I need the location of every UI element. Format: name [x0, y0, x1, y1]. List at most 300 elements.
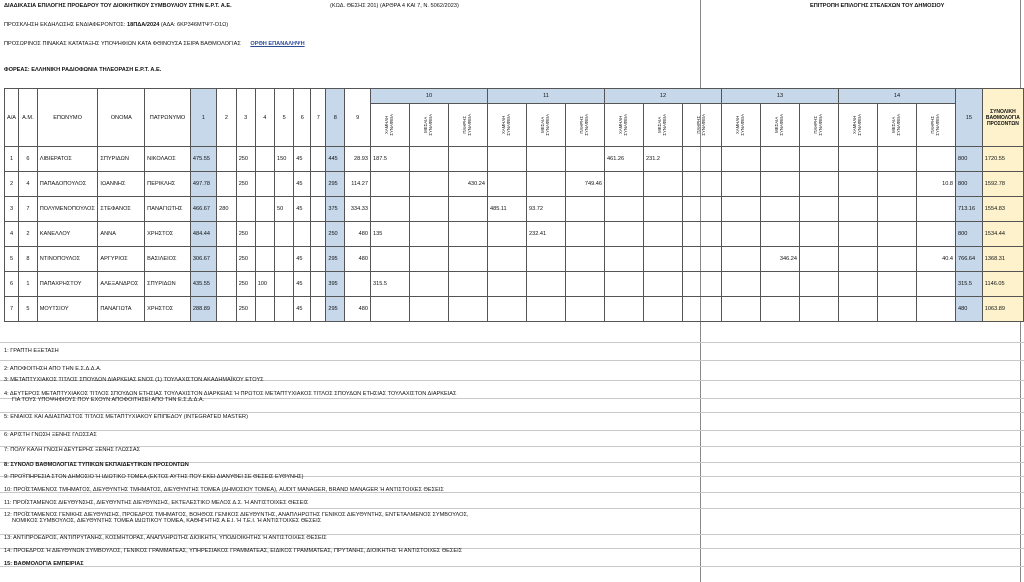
table-title-line	[4, 41, 305, 47]
cell-g10c	[448, 147, 487, 172]
cell-c4: 100	[255, 272, 274, 297]
cell-c2	[217, 247, 237, 272]
subheader-11-b	[526, 104, 565, 147]
header-group-11: 11	[487, 89, 604, 104]
cell-g11b	[526, 247, 565, 272]
cell-c8: 295	[326, 172, 345, 197]
subheader-10-b	[409, 104, 448, 147]
legend-text: 12: ΠΡΟΪΣΤΑΜΕΝΟΣ ΓΕΝΙΚΗΣ ΔΙΕΥΘΥΝΣΗΣ, ΠΡΟΕΔΡΟΣ ΤΜΗΜΑΤΟΣ, ΒΟΗΘΟΣ ΓΕΝΙΚΟΣ ΔΙΕΥΘΥΝΤΗΣ, ΑΝΑΠΛΗΡΩΤΗΣ ΓΕΝΙΚΟΣ ΔΙΕΥΘΥΝΤΗΣ, ΕΝΤΕΤΑΛΜΕΝΟΣ ΣΥΜΒΟΥΛΟΣ,	[4, 512, 469, 518]
cell-name: ΑΡΓΥΡΙΟΣ	[98, 247, 145, 272]
cell-c6	[294, 222, 311, 247]
table-row	[5, 247, 1024, 272]
cell-g14a	[838, 197, 877, 222]
legend-text: 15: ΒΑΘΜΟΛΟΓΙΑ ΕΜΠΕΙΡΙΑΣ	[4, 561, 84, 567]
cell-c15: 713.16	[955, 197, 982, 222]
cell-aa: 2	[5, 172, 19, 197]
legend-item	[4, 348, 59, 354]
legend-item	[4, 512, 469, 524]
header-col-8: 8	[326, 89, 345, 147]
subheader-label: ΧΑΜΗΛΗ ΣΥΝΑΦΕΙΑ	[501, 114, 511, 136]
sheet-gridline	[0, 360, 1024, 361]
cell-surname: ΜΟΥΤΣΙΟΥ	[37, 297, 98, 322]
cell-g11b	[526, 147, 565, 172]
cell-c15: 315.5	[955, 272, 982, 297]
cell-g12b: 231.2	[643, 147, 682, 172]
cell-g13c	[799, 222, 838, 247]
cell-g10b	[409, 247, 448, 272]
table-row	[5, 147, 1024, 172]
cell-g13a	[721, 247, 760, 272]
cell-c4	[255, 147, 274, 172]
cell-aa: 7	[5, 297, 19, 322]
cell-g12b	[643, 272, 682, 297]
cell-surname: ΠΑΠΑΧΡΗΣΤΟΥ	[37, 272, 98, 297]
cell-g11a: 485.11	[487, 197, 526, 222]
cell-c5: 150	[274, 147, 293, 172]
cell-g11a	[487, 297, 526, 322]
subheader-label: ΠΛΗΡΗΣ ΣΥΝΑΦΕΙΑ	[930, 114, 940, 136]
cell-g12c	[682, 297, 721, 322]
cell-g13c	[799, 297, 838, 322]
cell-g12a	[604, 297, 643, 322]
cell-c8: 395	[326, 272, 345, 297]
correction-link[interactable]: ΟΡΘΗ ΕΠΑΝΑΛΗΨΗ	[250, 41, 305, 47]
cell-g11b: 232.41	[526, 222, 565, 247]
cell-g14c	[916, 222, 955, 247]
legend-item	[4, 487, 444, 493]
cell-c3	[236, 197, 255, 222]
cell-aa: 1	[5, 147, 19, 172]
cell-c5	[274, 247, 293, 272]
cell-g14a	[838, 172, 877, 197]
legend-item	[4, 500, 308, 506]
cell-g12c	[682, 222, 721, 247]
invitation-line	[4, 22, 228, 28]
cell-g14c: 10.8	[916, 172, 955, 197]
cell-g12b	[643, 172, 682, 197]
cell-g12a	[604, 172, 643, 197]
cell-g13c	[799, 272, 838, 297]
position-code: (ΚΩΔ. ΘΕΣΗΣ 201) (ΑΡΘΡΑ 4 ΚΑΙ 7, Ν. 5062/2023)	[330, 3, 459, 9]
header-group-14: 14	[838, 89, 955, 104]
table-body	[5, 147, 1024, 322]
cell-g12b	[643, 247, 682, 272]
cell-g11b: 93.72	[526, 197, 565, 222]
legend-text: 11: ΠΡΟΪΣΤΑΜΕΝΟΣ ΔΙΕΥΘΥΝΣΗΣ, ΔΙΕΥΘΥΝΤΗΣ ΔΙΕΥΘΥΝΣΗΣ, ΕΚΤΕΛΕΣΤΙΚΟ ΜΕΛΟΣ Δ.Σ. Ή ΑΝΤΙΣΤΟΙΧΕΣ ΘΕΣΕΙΣ	[4, 500, 309, 506]
cell-g12b	[643, 197, 682, 222]
cell-g12c	[682, 247, 721, 272]
legend-text: 1: ΓΡΑΠΤΗ ΕΞΕΤΑΣΗ	[4, 348, 59, 354]
cell-father: ΒΑΣΙΛΕΙΟΣ	[145, 247, 191, 272]
cell-g12a	[604, 247, 643, 272]
cell-name: ΑΝΝΑ	[98, 222, 145, 247]
cell-g14a	[838, 297, 877, 322]
cell-g10a: 135	[370, 222, 409, 247]
cell-g13c	[799, 197, 838, 222]
cell-g10a	[370, 172, 409, 197]
header-col-1: 1	[190, 89, 216, 147]
legend-text-continued: ΝΟΜΙΚΟΣ ΣΥΜΒΟΥΛΟΣ, ΔΙΕΥΘΥΝΤΗΣ ΤΟΜΕΑ ΙΔΙΩΤΙΚΟΥ ΤΟΜΕΑ, ΚΑΘΗΓΗΤΗΣ Α.Ε.Ι. Ή Τ.Ε.Ι. Ή ΑΝΤΙΣΤΟΙΧΕΣ ΘΕΣΕΙΣ	[12, 518, 322, 524]
legend-item	[4, 377, 264, 383]
subheader-10-c	[448, 104, 487, 147]
cell-g10a	[370, 197, 409, 222]
subheader-label: ΠΛΗΡΗΣ ΣΥΝΑΦΕΙΑ	[462, 114, 472, 136]
sheet-gridline	[0, 508, 1024, 509]
cell-g13b: 346.24	[760, 247, 799, 272]
cell-c7	[311, 197, 326, 222]
cell-g12c	[682, 147, 721, 172]
cell-g10a	[370, 247, 409, 272]
cell-name: ΙΩΑΝΝΗΣ	[98, 172, 145, 197]
subheader-12-b	[643, 104, 682, 147]
cell-father: ΧΡΗΣΤΟΣ	[145, 222, 191, 247]
header-am: Α.Μ.	[19, 89, 38, 147]
cell-c2	[217, 272, 237, 297]
cell-c6: 45	[294, 247, 311, 272]
cell-c8: 445	[326, 147, 345, 172]
header-name: ΟΝΟΜΑ	[98, 89, 145, 147]
legend-item	[4, 474, 303, 480]
cell-father: ΣΠΥΡΙΔΩΝ	[145, 272, 191, 297]
subheader-14-b	[877, 104, 916, 147]
cell-g11c	[565, 147, 604, 172]
cell-g12a	[604, 197, 643, 222]
cell-g11b	[526, 272, 565, 297]
legend-item	[4, 462, 189, 468]
cell-g10c: 430.24	[448, 172, 487, 197]
subheader-label: ΜΕΣΑΙΑ ΣΥΝΑΦΕΙΑ	[423, 114, 433, 136]
cell-g14c	[916, 197, 955, 222]
cell-g13a	[721, 297, 760, 322]
cell-g11b	[526, 297, 565, 322]
cell-g10b	[409, 222, 448, 247]
cell-c7	[311, 172, 326, 197]
cell-g11c: 749.46	[565, 172, 604, 197]
cell-total: 1146.05	[982, 272, 1023, 297]
cell-g14a	[838, 272, 877, 297]
cell-c1: 306.67	[190, 247, 216, 272]
cell-c3: 250	[236, 247, 255, 272]
cell-g11a	[487, 272, 526, 297]
table-row	[5, 172, 1024, 197]
cell-g10a: 315.5	[370, 272, 409, 297]
cell-c8: 295	[326, 247, 345, 272]
cell-total: 1554.83	[982, 197, 1023, 222]
subheader-13-c	[799, 104, 838, 147]
cell-c7	[311, 247, 326, 272]
cell-total: 1368.31	[982, 247, 1023, 272]
cell-g11c	[565, 197, 604, 222]
header-col-6: 6	[294, 89, 311, 147]
cell-c8: 295	[326, 297, 345, 322]
cell-g14a	[838, 247, 877, 272]
committee-name: ΕΠΙΤΡΟΠΗ ΕΠΙΛΟΓΗΣ ΣΤΕΛΕΧΩΝ ΤΟΥ ΔΗΜΟΣΙΟΥ	[810, 3, 945, 9]
cell-g10c	[448, 272, 487, 297]
cell-c9: 480	[345, 222, 371, 247]
cell-g10b	[409, 297, 448, 322]
cell-c9	[345, 272, 371, 297]
cell-g11c	[565, 297, 604, 322]
cell-g11a	[487, 247, 526, 272]
cell-g13b	[760, 222, 799, 247]
cell-c5	[274, 172, 293, 197]
cell-am: 7	[19, 197, 38, 222]
cell-c7	[311, 222, 326, 247]
legend-item	[4, 535, 327, 541]
sheet-gridline	[0, 342, 1024, 343]
subheader-12-c	[682, 104, 721, 147]
legend-text: 4: ΔΕΥΤΕΡΟΣ ΜΕΤΑΠΤΥΧΙΑΚΟΣ ΤΙΤΛΟΣ ΣΠΟΥΔΩΝ ΕΤΗΣΙΑΣ ΤΟΥΛΑΧΙΣΤΟΝ ΔΙΑΡΚΕΙΑΣ Ή ΠΡΩΤΟΣ ΜΕΤΑΠΤΥΧΙΑΚΟΣ ΤΙΤΛΟΣ ΣΠΟΥΔΩΝ ΕΤΗΣΙΑΣ ΤΟΥΛΑΧΙΣΤΟΝ ΔΙΑΡΚΕΙΑΣ	[4, 391, 457, 397]
cell-c1: 466.67	[190, 197, 216, 222]
subheader-label: ΜΕΣΑΙΑ ΣΥΝΑΦΕΙΑ	[774, 114, 784, 136]
legend-text-continued: ΓΙΑ ΤΟΥΣ ΥΠΟΨΗΦΙΟΥΣ ΠΟΥ ΕΧΟΥΝ ΑΠΟΦΟΙΤΗΣΕΙ ΑΠΟ ΤΗΝ Ε.Σ.Δ.Δ.Α.	[12, 397, 205, 403]
cell-g10c	[448, 297, 487, 322]
legend-text: 2: ΑΠΟΦΟΙΤΗΣΗ ΑΠΟ ΤΗΝ Ε.Σ.Δ.Δ.Α.	[4, 366, 102, 372]
cell-g13a	[721, 147, 760, 172]
cell-c6: 45	[294, 297, 311, 322]
cell-g14c	[916, 297, 955, 322]
cell-total: 1534.44	[982, 222, 1023, 247]
table-row	[5, 197, 1024, 222]
cell-g12a	[604, 272, 643, 297]
cell-c15: 800	[955, 172, 982, 197]
cell-g12b	[643, 297, 682, 322]
cell-g14c	[916, 272, 955, 297]
subheader-label: ΜΕΣΑΙΑ ΣΥΝΑΦΕΙΑ	[891, 114, 901, 136]
cell-g13b	[760, 197, 799, 222]
subheader-label: ΧΑΜΗΛΗ ΣΥΝΑΦΕΙΑ	[384, 114, 394, 136]
cell-g10c	[448, 247, 487, 272]
legend-text: 10: ΠΡΟΪΣΤΑΜΕΝΟΣ ΤΜΗΜΑΤΟΣ, ΔΙΕΥΘΥΝΤΗΣ ΤΜΗΜΑΤΟΣ, ΔΙΕΥΘΥΝΤΗΣ ΤΟΜΕΑ (ΔΗΜΟΣΙΟΥ ΤΟΜΕΑ), AUDIT MANAGER, BRAND MANAGER Ή ΑΝΤΙΣΤΟΙΧΕΣ ΘΕΣΕΙΣ	[4, 487, 444, 493]
subheader-label: ΧΑΜΗΛΗ ΣΥΝΑΦΕΙΑ	[735, 114, 745, 136]
cell-c3: 250	[236, 222, 255, 247]
subheader-label: ΜΕΣΑΙΑ ΣΥΝΑΦΕΙΑ	[540, 114, 550, 136]
legend-item	[4, 432, 97, 438]
header-group-13: 13	[721, 89, 838, 104]
subheader-label: ΜΕΣΑΙΑ ΣΥΝΑΦΕΙΑ	[657, 114, 667, 136]
cell-c8: 375	[326, 197, 345, 222]
cell-g14b	[877, 197, 916, 222]
cell-g14b	[877, 172, 916, 197]
cell-g13b	[760, 297, 799, 322]
cell-am: 5	[19, 297, 38, 322]
cell-total: 1063.89	[982, 297, 1023, 322]
cell-c5	[274, 222, 293, 247]
subheader-11-a	[487, 104, 526, 147]
legend-item	[4, 366, 101, 372]
cell-c6: 45	[294, 172, 311, 197]
invitation-code: 18ΠΔΑ/2024	[126, 22, 160, 28]
cell-g12a	[604, 222, 643, 247]
header-group-12: 12	[604, 89, 721, 104]
subheader-13-a	[721, 104, 760, 147]
sheet-gridline	[0, 446, 1024, 447]
table-row	[5, 297, 1024, 322]
cell-g13b	[760, 272, 799, 297]
cell-g10a: 187.5	[370, 147, 409, 172]
cell-g10a	[370, 297, 409, 322]
cell-c4	[255, 297, 274, 322]
cell-g13b	[760, 172, 799, 197]
cell-c7	[311, 147, 326, 172]
invitation-ada: (ΑΔΑ: 6ΚΡ346ΜΤΨ7-Ο1Ω)	[159, 22, 229, 28]
cell-c1: 475.55	[190, 147, 216, 172]
table-row	[5, 272, 1024, 297]
cell-c4	[255, 197, 274, 222]
cell-g14b	[877, 222, 916, 247]
header-col-9: 9	[345, 89, 371, 147]
cell-g10c	[448, 197, 487, 222]
cell-c3: 250	[236, 297, 255, 322]
cell-c5: 50	[274, 197, 293, 222]
cell-total: 1720.55	[982, 147, 1023, 172]
cell-g13c	[799, 247, 838, 272]
header-col-5: 5	[274, 89, 293, 147]
header-group-10: 10	[370, 89, 487, 104]
subheader-13-b	[760, 104, 799, 147]
cell-surname: ΠΟΛΥΜΕΝΟΠΟΥΛΟΣ	[37, 197, 98, 222]
cell-am: 6	[19, 147, 38, 172]
sheet-gridline	[0, 566, 1024, 567]
cell-g12b	[643, 222, 682, 247]
cell-g11c	[565, 247, 604, 272]
header-col-3: 3	[236, 89, 255, 147]
cell-c15: 766.64	[955, 247, 982, 272]
cell-g14b	[877, 297, 916, 322]
subheader-11-c	[565, 104, 604, 147]
cell-c2	[217, 222, 237, 247]
cell-father: ΠΑΝΑΓΙΩΤΗΣ	[145, 197, 191, 222]
legend-text: 13: ΑΝΤΙΠΡΟΕΔΡΟΣ, ΑΝΤΙΠΡΥΤΑΝΗΣ, ΚΟΣΜΗΤΟΡΑΣ, ΑΝΑΠΛΗΡΩΤΗΣ ΔΙΟΙΚΗΤΗ, ΥΠΟΔΙΟΙΚΗΤΗΣ Ή ΑΝΤΙΣΤΟΙΧΕΣ ΘΕΣΕΙΣ	[4, 535, 327, 541]
cell-g12c	[682, 172, 721, 197]
cell-g13c	[799, 172, 838, 197]
subheader-label: ΠΛΗΡΗΣ ΣΥΝΑΦΕΙΑ	[579, 114, 589, 136]
cell-g14b	[877, 272, 916, 297]
cell-c8: 250	[326, 222, 345, 247]
legend-text: 8: ΣΥΝΟΛΟ ΒΑΘΜΟΛΟΓΙΑΣ ΤΥΠΙΚΩΝ ΕΚΠΑΙΔΕΥΤΙΚΩΝ ΠΡΟΣΟΝΤΩΝ	[4, 462, 189, 468]
legend-text: 7: ΠΟΛΥ ΚΑΛΗ ΓΝΩΣΗ ΔΕΥΤΕΡΗΣ ΞΕΝΗΣ ΓΛΩΣΣΑΣ	[4, 447, 141, 453]
cell-g13c	[799, 147, 838, 172]
header-aa: Α/Α	[5, 89, 19, 147]
table-title: ΠΡΟΣΩΡΙΝΟΣ ΠΙΝΑΚΑΣ ΚΑΤΑΤΑΞΗΣ ΥΠΟΨΗΦΙΩΝ ΚΑΤΑ ΦΘΙΝΟΥΣΑ ΣΕΙΡΑ ΒΑΘΜΟΛΟΓΙΑΣ	[4, 41, 241, 47]
cell-g14b	[877, 247, 916, 272]
cell-c7	[311, 297, 326, 322]
cell-g14a	[838, 222, 877, 247]
header-father: ΠΑΤΡΩΝΥΜΟ	[145, 89, 191, 147]
cell-g13a	[721, 272, 760, 297]
cell-c15: 800	[955, 147, 982, 172]
cell-c1: 497.78	[190, 172, 216, 197]
legend-text: 6: ΑΡΙΣΤΗ ΓΝΩΣΗ ΞΕΝΗΣ ΓΛΩΣΣΑΣ	[4, 432, 97, 438]
subheader-label: ΧΑΜΗΛΗ ΣΥΝΑΦΕΙΑ	[852, 114, 862, 136]
cell-c2	[217, 147, 237, 172]
cell-g13a	[721, 172, 760, 197]
cell-c2	[217, 297, 237, 322]
cell-c7	[311, 272, 326, 297]
cell-g13b	[760, 147, 799, 172]
cell-surname: ΛΙΒΙΕΡΑΤΟΣ	[37, 147, 98, 172]
cell-am: 1	[19, 272, 38, 297]
legend-text: 5: ΕΝΙΑΙΟΣ ΚΑΙ ΑΔΙΑΣΠΑΣΤΟΣ ΤΙΤΛΟΣ ΜΕΤΑΠΤΥΧΙΑΚΟΥ ΕΠΙΠΕΔΟΥ (INTEGRATED MASTER)	[4, 414, 248, 420]
cell-c4	[255, 172, 274, 197]
cell-g10b	[409, 172, 448, 197]
cell-c1: 288.89	[190, 297, 216, 322]
cell-am: 2	[19, 222, 38, 247]
cell-total: 1592.78	[982, 172, 1023, 197]
cell-father: ΧΡΗΣΤΟΣ	[145, 297, 191, 322]
subheader-10-a	[370, 104, 409, 147]
cell-c9: 28.93	[345, 147, 371, 172]
procedure-title: ΔΙΑΔΙΚΑΣΙΑ ΕΠΙΛΟΓΗΣ ΠΡΟΕΔΡΟΥ ΤΟΥ ΔΙΟΙΚΗΤΙΚΟΥ ΣΥΜΒΟΥΛΙΟΥ ΣΤΗΝ Ε.Ρ.Τ. Α.Ε.	[4, 3, 232, 9]
cell-c3: 250	[236, 147, 255, 172]
cell-g10b	[409, 197, 448, 222]
cell-g11a	[487, 172, 526, 197]
sheet-gridline	[0, 412, 1024, 413]
cell-c2: 280	[217, 197, 237, 222]
cell-father: ΠΕΡΙΚΛΗΣ	[145, 172, 191, 197]
header-col-2: 2	[217, 89, 237, 147]
cell-aa: 4	[5, 222, 19, 247]
cell-father: ΝΙΚΟΛΑΟΣ	[145, 147, 191, 172]
cell-aa: 5	[5, 247, 19, 272]
cell-g13a	[721, 222, 760, 247]
legend-item	[4, 414, 248, 420]
subheader-label: ΠΛΗΡΗΣ ΣΥΝΑΦΕΙΑ	[696, 114, 706, 136]
cell-name: ΣΠΥΡΙΔΩΝ	[98, 147, 145, 172]
cell-c9: 480	[345, 297, 371, 322]
subheader-label: ΧΑΜΗΛΗ ΣΥΝΑΦΕΙΑ	[618, 114, 628, 136]
cell-am: 4	[19, 172, 38, 197]
cell-g12a: 461.26	[604, 147, 643, 172]
cell-c4	[255, 247, 274, 272]
cell-g13a	[721, 197, 760, 222]
cell-g10b	[409, 272, 448, 297]
cell-g14b	[877, 147, 916, 172]
legend-item	[4, 561, 84, 567]
cell-g12c	[682, 197, 721, 222]
cell-surname: ΠΑΠΑΔΟΠΟΥΛΟΣ	[37, 172, 98, 197]
cell-surname: ΝΤΙΝΟΠΟΥΛΟΣ	[37, 247, 98, 272]
header-surname: ΕΠΩΝΥΜΟ	[37, 89, 98, 147]
agency-line: ΦΟΡΕΑΣ: ΕΛΛΗΝΙΚΗ ΡΑΔΙΟΦΩΝΙΑ ΤΗΛΕΟΡΑΣΗ Ε.Ρ.Τ. Α.Ε.	[4, 67, 162, 73]
invitation-prefix: ΠΡΟΣΚΛΗΣΗ ΕΚΔΗΛΩΣΗΣ ΕΝΔΙΑΦΕΡΟΝΤΟΣ:	[4, 22, 127, 28]
cell-g14a	[838, 147, 877, 172]
cell-g11b	[526, 172, 565, 197]
cell-g14c	[916, 147, 955, 172]
legend-item	[4, 391, 457, 403]
cell-c1: 484.44	[190, 222, 216, 247]
ranking-table	[4, 88, 1024, 322]
cell-g10c	[448, 222, 487, 247]
cell-c9: 334.33	[345, 197, 371, 222]
subheader-label: ΠΛΗΡΗΣ ΣΥΝΑΦΕΙΑ	[813, 114, 823, 136]
legend-item	[4, 447, 140, 453]
cell-am: 8	[19, 247, 38, 272]
cell-c9: 114.27	[345, 172, 371, 197]
cell-surname: ΚΑΝΕΛΛΟΥ	[37, 222, 98, 247]
subheader-14-c	[916, 104, 955, 147]
cell-g14c: 40.4	[916, 247, 955, 272]
cell-c5	[274, 272, 293, 297]
cell-c3: 250	[236, 172, 255, 197]
cell-name: ΣΤΕΦΑΝΟΣ	[98, 197, 145, 222]
cell-aa: 3	[5, 197, 19, 222]
header-col-4: 4	[255, 89, 274, 147]
cell-c9: 480	[345, 247, 371, 272]
cell-c15: 480	[955, 297, 982, 322]
cell-c1: 435.55	[190, 272, 216, 297]
cell-c3: 250	[236, 272, 255, 297]
